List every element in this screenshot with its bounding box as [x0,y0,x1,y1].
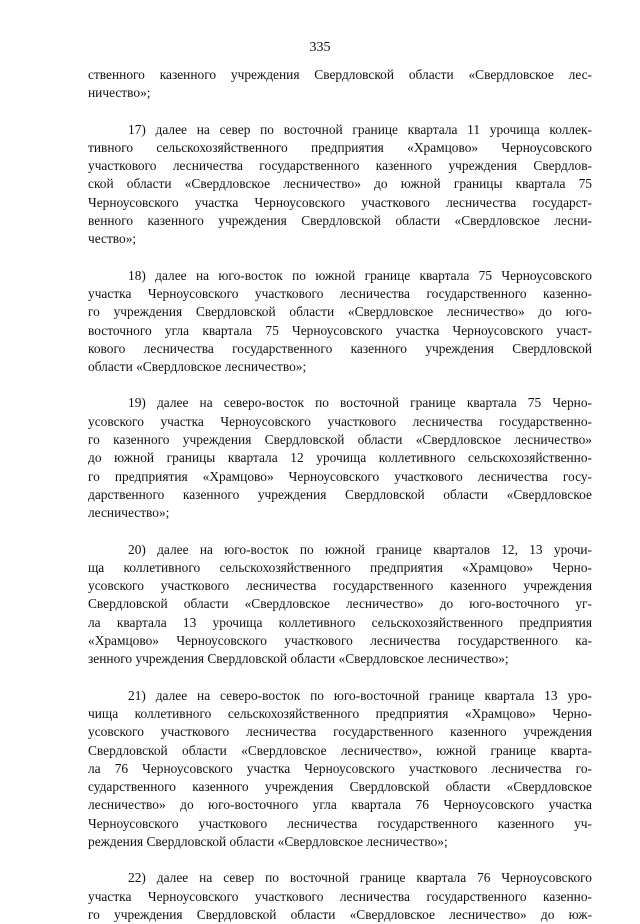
text-line: восточного угла квартала 75 Черноусовского участка Черноусовского участ- [88,322,592,338]
text-line: кового лесничества государственного казенного учреждения Свердловской [88,340,592,356]
text-line: участкового лесничества государственного казенного учреждения Свердлов- [88,158,592,174]
text-line: го учреждения Свердловской области «Свердловское лесничество» до юж- [88,906,592,922]
text-line: усовского участка Черноусовского участкового лесничества государственно- [88,413,592,429]
text-line: чество»; [88,231,137,247]
text-line: Черноусовского участка Черноусовского участкового лесничества государст- [88,194,592,210]
text-line: 20) далее на юго-восток по южной границе кварталов 12, 13 урочи- [128,541,592,557]
text-line: участка Черноусовского участкового лесничества государственного казенно- [88,285,592,301]
text-line: го учреждения Свердловской области «Свердловское лесничество» до юго- [88,304,592,320]
text-line: чища коллетивного сельскохозяйственного предприятия «Храмцово» Черно- [88,705,592,721]
page-number: 335 [309,40,331,55]
text-line: Свердловской области «Свердловское лесничество» до юго-восточного уг- [88,596,592,612]
paragraph [88,869,592,924]
paragraph-gap [88,851,592,869]
paragraph-gap [88,523,592,541]
paragraph-gap [88,669,592,687]
text-line: усовского участкового лесничества государственного казенного учреждения [88,724,592,740]
text-line: венного казенного учреждения Свердловской области «Свердловское лесни- [88,213,592,229]
text-line: тивного сельскохозяйственного предприятия «Храмцово» Черноусовского [88,139,592,155]
text-line: го предприятия «Храмцово» Черноусовского участкового лесничества госу- [88,468,592,484]
text-line: ща коллетивного сельскохозяйственного предприятия «Храмцово» Черно- [88,559,592,575]
paragraph [88,687,592,852]
paragraph [88,541,592,669]
text-line: 18) далее на юго-восток по южной границе квартала 75 Черноусовского [128,267,592,283]
text-line: лесничество»; [88,505,170,521]
paragraph-gap [88,376,592,394]
paragraph-gap [88,249,592,267]
text-line: 21) далее на северо-восток по юго-восточной границе квартала 13 уро- [128,687,592,703]
text-line: реждения Свердловской области «Свердловское лесничество»; [88,833,448,849]
text-line: ла 76 Черноусовского участка Черноусовского участкового лесничества го- [88,760,592,776]
text-line: «Храмцово» Черноусовского участкового лесничества государственного ка- [88,633,592,649]
text-line: области «Свердловское лесничество»; [88,359,307,375]
text-line: ственного казенного учреждения Свердловской области «Свердловское лес- [88,67,592,82]
text-line: ской области «Свердловское лесничество» до южной границы квартала 75 [88,176,592,192]
text-line: участка Черноусовского участкового лесничества государственного казенно- [88,888,592,904]
text-line: 22) далее на север по восточной границе квартала 76 Черноусовского [128,870,592,886]
text-line: до южной границы квартала 12 урочища коллетивного сельскохозяйственно- [88,450,592,466]
paragraph [88,66,592,103]
text-line: лесничество» до юго-восточного угла квартала 76 Черноусовского участка [88,797,592,813]
text-line: дарственного казенного учреждения Свердловской области «Свердловское [88,486,592,502]
text-line: ла квартала 13 урочища коллетивного сельскохозяйственного предприятия [88,614,592,630]
paragraph-gap [88,103,592,121]
text-line: Черноусовского участкового лесничества государственного казенного уч- [88,815,592,831]
paragraph [88,267,592,377]
text-line: го казенного учреждения Свердловской области «Свердловское лесничество» [88,432,592,448]
text-line: 17) далее на север по восточной границе квартала 11 урочища коллек- [128,121,592,137]
text-line: усовского участкового лесничества государственного казенного учреждения [88,578,592,594]
text-line: ничество»; [88,85,151,101]
text-line: зенного учреждения Свердловской области «Свердловское лесничество»; [88,651,509,667]
text-line: Свердловской области «Свердловское лесничество», южной границе кварта- [88,742,592,758]
document-body [88,66,592,924]
paragraph [88,121,592,249]
text-line: 19) далее на северо-восток по восточной границе квартала 75 Черно- [128,395,592,411]
paragraph [88,394,592,522]
text-line: сударственного казенного учреждения Свердловской области «Свердловское [88,779,592,795]
